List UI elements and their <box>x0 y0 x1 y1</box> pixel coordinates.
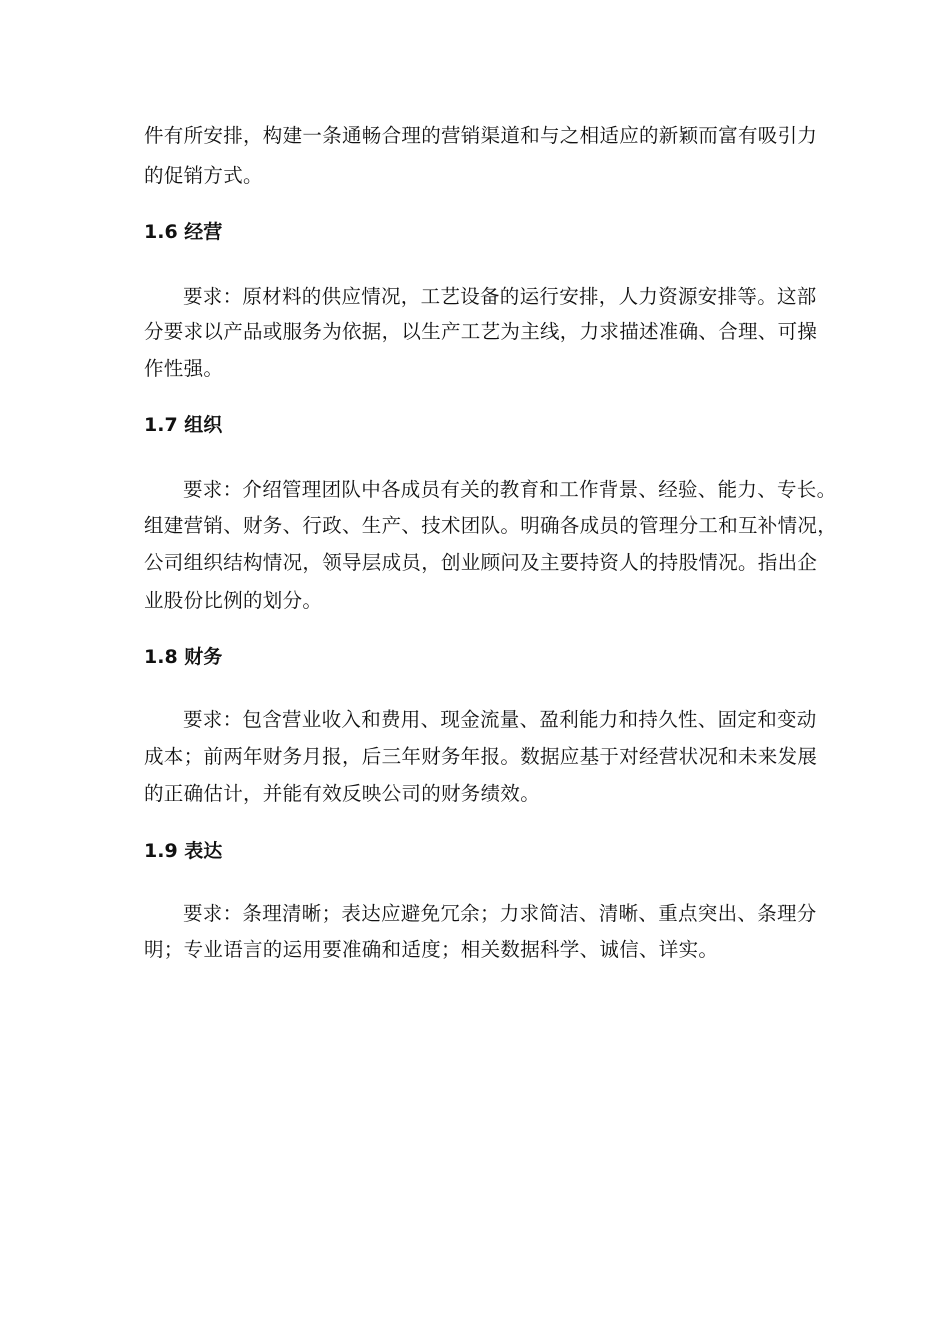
organization-paragraph-line-4: 业股份比例的划分。 <box>144 589 323 612</box>
finance-paragraph-line-1: 要求：包含营业收入和费用、现金流量、盈利能力和持久性、固定和变动 <box>183 708 817 731</box>
organization-paragraph-line-3: 公司组织结构情况，领导层成员，创业顾问及主要持资人的持股情况。指出企 <box>144 551 818 574</box>
section-heading-operations: 1.6 经营 <box>144 221 223 243</box>
operations-paragraph-line-2: 分要求以产品或服务为依据，以生产工艺为主线，力求描述准确、合理、可操 <box>144 320 818 343</box>
intro-line-1: 件有所安排，构建一条通畅合理的营销渠道和与之相适应的新颖而富有吸引力 <box>144 124 818 147</box>
finance-paragraph-line-2: 成本；前两年财务月报，后三年财务年报。数据应基于对经营状况和未来发展 <box>144 745 818 768</box>
operations-paragraph-line-1: 要求：原材料的供应情况，工艺设备的运行安排，人力资源安排等。这部 <box>183 285 817 308</box>
expression-paragraph-line-1: 要求：条理清晰；表达应避免冗余；力求简洁、清晰、重点突出、条理分 <box>183 902 817 925</box>
section-heading-finance: 1.8 财务 <box>144 646 223 668</box>
expression-paragraph-line-2: 明；专业语言的运用要准确和适度；相关数据科学、诚信、详实。 <box>144 938 719 961</box>
intro-line-2: 的促销方式。 <box>144 164 263 187</box>
section-heading-organization: 1.7 组织 <box>144 414 223 436</box>
operations-paragraph-line-3: 作性强。 <box>144 357 224 380</box>
finance-paragraph-line-3: 的正确估计，并能有效反映公司的财务绩效。 <box>144 782 541 805</box>
organization-paragraph-line-2: 组建营销、财务、行政、生产、技术团队。明确各成员的管理分工和互补情况， <box>144 514 838 537</box>
section-heading-expression: 1.9 表达 <box>144 840 223 862</box>
organization-paragraph-line-1: 要求：介绍管理团队中各成员有关的教育和工作背景、经验、能力、专长。 <box>183 478 837 501</box>
